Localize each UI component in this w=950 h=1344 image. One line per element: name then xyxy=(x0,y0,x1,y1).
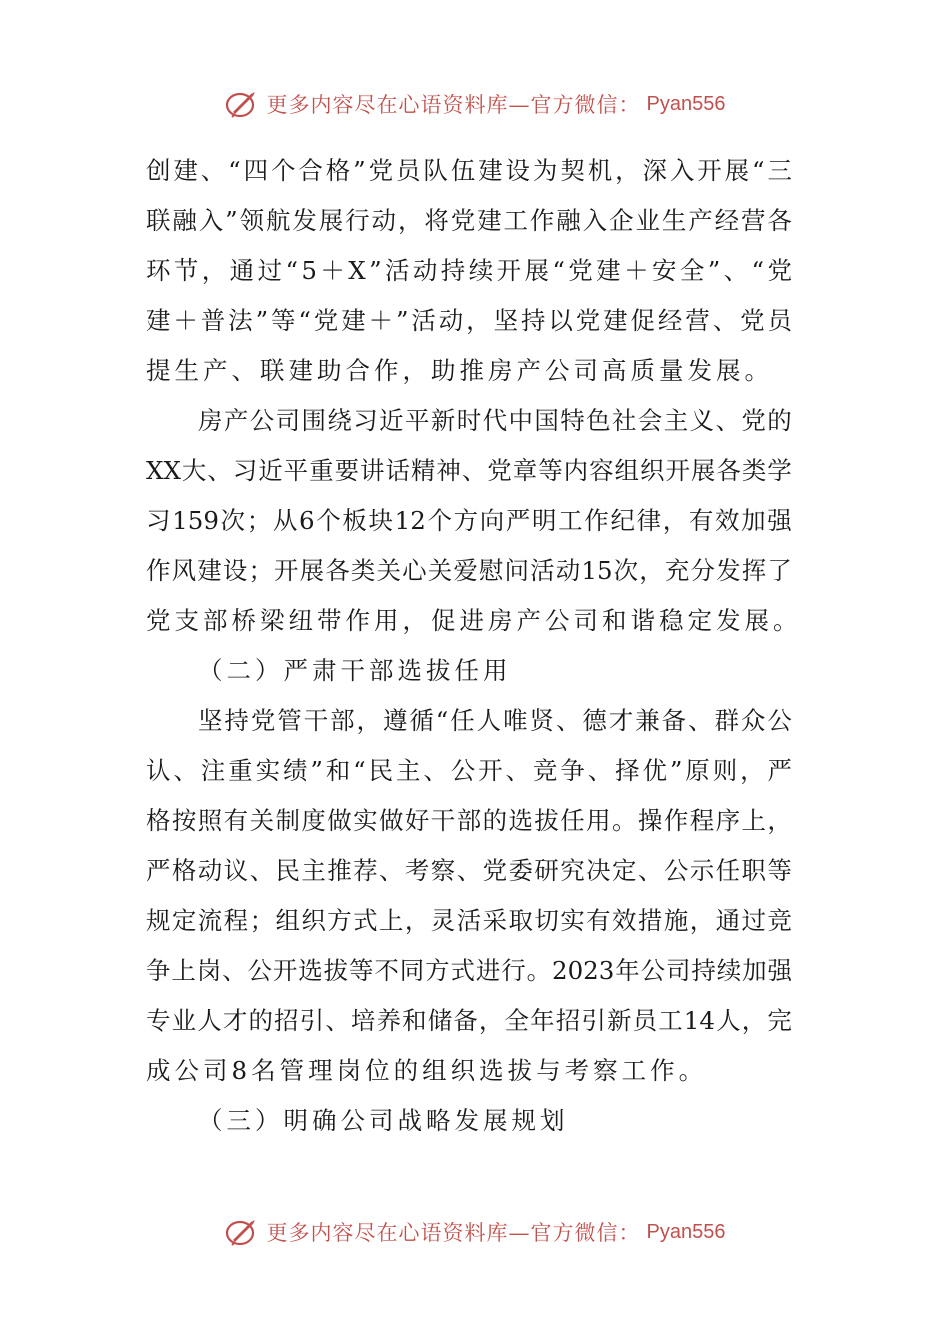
paragraph-line: 房 产 公 司 围 绕 习 近 平 新 时 代 中 国 特 色 社 会 主 义 、 党 的 xyxy=(198,406,792,435)
paragraph-line: 坚 持 党 管 干 部 ， 遵 循 “ 任 人 唯 贤 、 德 才 兼 备 、 群 众 公 xyxy=(198,706,792,735)
watermark-handle: Pyan556 xyxy=(646,92,726,115)
document-body xyxy=(146,146,802,1146)
paragraph-line: 党支部桥梁纽带作用，促进房产公司和谐稳定发展。 xyxy=(146,606,802,635)
paragraph-line: 规 定 流 程 ； 组 织 方 式 上 ， 灵 活 采 取 切 实 有 效 措 施 ， 通 过 竞 xyxy=(146,906,792,935)
paragraph-line: 环 节 ， 通 过 “ 5 ＋ X ” 活 动 持 续 开 展 “ 党 建 ＋ 安 全 ” 、 “ 党 xyxy=(146,256,792,285)
paragraph-line: 联 融 入 ” 领 航 发 展 行 动 ， 将 党 建 工 作 融 入 企 业 生 产 经 营 各 xyxy=(146,206,792,235)
paragraph-line: 认 、 注 重 实 绩 ” 和 “ 民 主 、 公 开 、 竞 争 、 择 优 ” 原 则 ， 严 xyxy=(146,756,792,785)
watermark-text: 更多内容尽在心语资料库—官方微信： xyxy=(266,1221,641,1245)
paragraph-line: 格 按 照 有 关 制 度 做 实 做 好 干 部 的 选 拔 任 用 。 操 作 程 序 上 ， xyxy=(146,806,792,835)
paragraph-line: 创 建 、 “ 四 个 合 格 ” 党 员 队 伍 建 设 为 契 机 ， 深 入 开 展 “ 三 xyxy=(146,156,792,185)
section-heading: （二）严肃干部选拔任用 xyxy=(198,656,512,685)
watermark-text: 更多内容尽在心语资料库—官方微信： xyxy=(266,93,641,117)
pen-logo-icon xyxy=(225,1214,261,1250)
paragraph-line: 成公司8名管理岗位的组织选拔与考察工作。 xyxy=(146,1056,708,1085)
paragraph-line: 严 格 动 议 、 民 主 推 荐 、 考 察 、 党 委 研 究 决 定 、 公 示 任 职 等 xyxy=(146,856,792,885)
watermark-banner-bottom xyxy=(0,1210,950,1254)
pen-logo-icon xyxy=(225,86,261,122)
paragraph-line: 提生产、联建助合作，助推房产公司高质量发展。 xyxy=(146,356,773,385)
paragraph-line: XX 大 、 习 近 平 重 要 讲 话 精 神 、 党 章 等 内 容 组 织 开 展 各 类 学 xyxy=(146,456,792,485)
paragraph-line: 作 风 建 设 ； 开 展 各 类 关 心 关 爱 慰 问 活 动 15 次 ， 充 分 发 挥 了 xyxy=(146,556,792,585)
watermark-handle: Pyan556 xyxy=(646,1220,726,1243)
paragraph-line: 专 业 人 才 的 招 引 、 培 养 和 储 备 ， 全 年 招 引 新 员 工 14 人 ， 完 xyxy=(146,1006,792,1035)
section-heading: （三）明确公司战略发展规划 xyxy=(198,1106,569,1135)
paragraph-line: 争 上 岗 、 公 开 选 拔 等 不 同 方 式 进 行 。 2023 年 公 司 持 续 加 强 xyxy=(146,956,792,985)
paragraph-line: 建 ＋ 普 法 ” 等 “ 党 建 ＋ ” 活 动 ， 坚 持 以 党 建 促 经 营 、 党 员 xyxy=(146,306,792,335)
paragraph-line: 习 159 次 ； 从 6 个 板 块 12 个 方 向 严 明 工 作 纪 律 ， 有 效 加 强 xyxy=(146,506,792,535)
watermark-banner-top xyxy=(0,82,950,126)
